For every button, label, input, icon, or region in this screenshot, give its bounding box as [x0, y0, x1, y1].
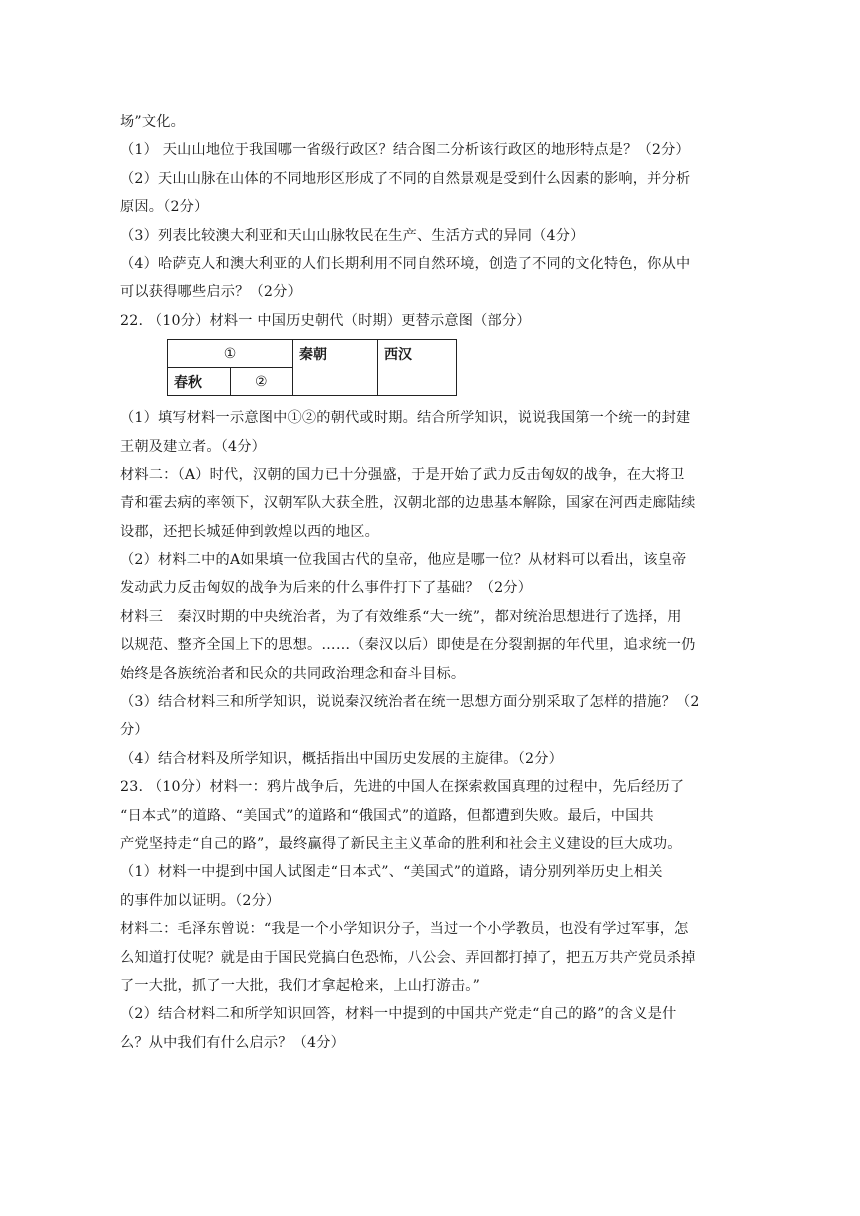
- text-line: “日本式”的道路、“美国式”的道路和“俄国式”的道路，但都遭到失败。最后，中国共: [120, 807, 654, 824]
- question-22-part-3: （3）结合材料三和所学知识，说说秦汉统治者在统一思想方面分别采取了怎样的措施？（2: [120, 694, 700, 711]
- material-2: 材料二：（A）时代，汉朝的国力已十分强盛，于是开始了武力反击匈奴的战争，在大将卫: [120, 466, 685, 483]
- question-22-23-block: [120, 404, 740, 1057]
- question-21-part-3: （3）列表比较澳大利亚和天山山脉牧民在生产、生活方式的异同（4分）: [120, 227, 585, 244]
- text-line: 分）: [120, 722, 149, 739]
- text-line: 的事件加以证明。（2分）: [120, 892, 281, 909]
- cell-chunqiu: 春秋: [168, 368, 231, 396]
- cell-qin: 秦朝: [293, 340, 378, 396]
- material-2-q23: 材料二：毛泽东曾说：“我是一个小学知识分子，当过一个小学教员，也没有学过军事，怎: [120, 921, 689, 938]
- question-22-part-1: （1）填写材料一示意图中①②的朝代或时期。结合所学知识，说说我国第一个统一的封建: [120, 410, 691, 427]
- question-23-heading: 23. （10分）材料一：鸦片战争后，先进的中国人在探索救国真理的过程中，先后经历了: [120, 779, 685, 796]
- text-line: 始终是各族统治者和民众的共同政治理念和奋斗目标。: [120, 665, 466, 682]
- question-21-part-4: （4）哈萨克人和澳大利亚的人们长期利用不同自然环境，创造了不同的文化特色，你从中: [120, 255, 691, 272]
- question-21-block: [120, 108, 740, 335]
- text-line: 么知道打仗呢？就是由于国民党搞白色恐怖，八公会、弄回都打掉了，把五万共产党员杀掉: [120, 949, 696, 966]
- text-line: 以规范、整齐全国上下的思想。……（秦汉以后）即使是在分裂割据的年代里，追求统一仍: [120, 637, 696, 654]
- cell-circle-1: ①: [168, 340, 293, 368]
- question-22-heading: 22. （10分）材料一 中国历史朝代（时期）更替示意图（部分）: [120, 312, 531, 329]
- question-21-part-2: （2）天山山脉在山体的不同地形区形成了不同的自然景观是受到什么因素的影响，并分析: [120, 170, 691, 187]
- text-line: 原因。（2分）: [120, 199, 209, 216]
- text-line: 么？从中我们有什么启示？（4分）: [120, 1034, 346, 1051]
- text-line: 王朝及建立者。（4分）: [120, 438, 267, 455]
- material-3: 材料三 秦汉时期的中央统治者，为了有效维系“大一统”，都对统治思想进行了选择，用: [120, 608, 682, 625]
- question-22-part-4: （4）结合材料及所学知识，概括指出中国历史发展的主旋律。（2分）: [120, 750, 563, 767]
- text-line: 青和霍去病的率领下，汉朝军队大获全胜，汉朝北部的边患基本解除，国家在河西走廊陆续: [120, 495, 696, 512]
- text-line: 了一大批，抓了一大批，我们才拿起枪来，上山打游击。”: [120, 977, 481, 994]
- question-21-part-1: （1） 天山山地位于我国哪一省级行政区？结合图二分析该行政区的地形特点是？（2分）: [120, 142, 690, 159]
- dynasty-timeline-table: [167, 339, 457, 396]
- text-line: 产党坚持走“自己的路”，最终赢得了新民主主义革命的胜利和社会主义建设的巨大成功。: [120, 835, 682, 852]
- text-line: 可以获得哪些启示？（2分）: [120, 284, 302, 301]
- text-line: 场”文化。: [120, 114, 186, 130]
- cell-circle-2: ②: [230, 368, 293, 396]
- text-line: 设郡，还把长城延伸到敦煌以西的地区。: [120, 523, 379, 540]
- question-23-part-2: （2）结合材料二和所学知识回答，材料一中提到的中国共产党走“自己的路”的含义是什: [120, 1006, 677, 1023]
- question-23-part-1: （1）材料一中提到中国人试图走“日本式”、“美国式”的道路，请分别列举历史上相关: [120, 864, 663, 881]
- question-22-part-2: （2）材料二中的A如果填一位我国古代的皇帝，他应是哪一位？从材料可以看出，该皇帝: [120, 552, 687, 569]
- text-line: 发动武力反击匈奴的战争为后来的什么事件打下了基础？（2分）: [120, 580, 533, 597]
- cell-xihan: 西汉: [378, 340, 457, 396]
- exam-page: [120, 108, 740, 1057]
